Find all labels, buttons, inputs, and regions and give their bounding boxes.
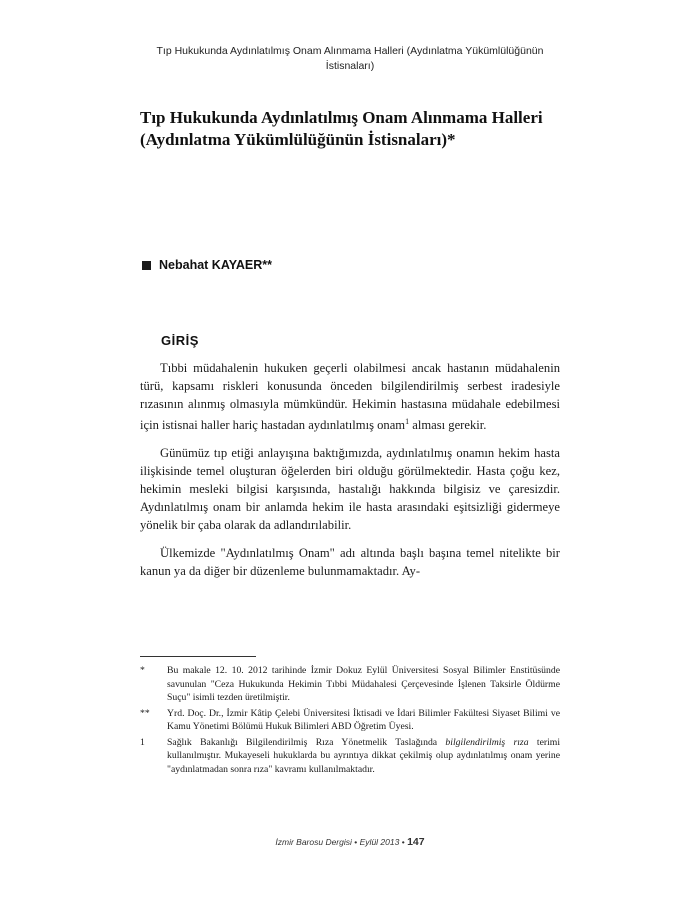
paragraph: Ülkemizde "Aydınlatılmış Onam" adı altında başlı başına temel nitelikte bir kanun ya da diğer bir düzenleme bulunmamaktadır. Ay-: [140, 546, 560, 579]
paragraph: Tıbbi müdahalenin hukuken geçerli olabilmesi ancak hastanın müdahalenin türü, kapsamı riskleri konusunda önceden bilgilendirilmiş serbest iradesiyle rızasının alınmış olmasıyla mümkündür. Hekimin hastasına müdahale edebilmesi için istisnai haller hariç hastadan aydınlatılmış onam$^1$ alması gerekir.: [140, 361, 560, 433]
footnote-mark: **: [140, 707, 150, 719]
author-name: Nebahat KAYAER**: [159, 258, 273, 272]
footer-separator: •: [401, 837, 405, 847]
page-footer: [0, 836, 700, 848]
footnote-text: Yrd. Doç. Dr., İzmir Kâtip Çelebi Üniversitesi İktisadi ve İdari Bilimler Fakültesi Siyaset Bilimi ve Kamu Yönetimi Bölümü Hukuk Bilimleri ABD Öğretim Üyesi.: [167, 707, 560, 732]
footnote-mark: 1: [140, 736, 145, 748]
author-line: [142, 258, 272, 272]
paragraph: Günümüz tıp etiği anlayışına baktığımızda, aydınlatılmış onamın hekim hasta ilişkisinde temel oluşturan öğelerden biri olduğu görülmektedir. Hasta çoğu kez, hekimin mesleki bilgisi karşısında, hastalığı hakkında bilgisiz ve çaresizdir. Aydınlatılmış onam bir anlamda hekim ile hasta arasındaki eşitsizliği gidermeye yönelik bir çaba olarak da adlandırılabilir.: [140, 446, 560, 533]
footnote: [140, 707, 560, 734]
section-heading: GİRİŞ: [161, 333, 199, 348]
footnote-text: Sağlık Bakanlığı Bilgilendirilmiş Rıza Yönetmelik Taslağında bilgilendirilmiş rıza terimi kullanılmıştır. Mukayeseli hukuklarda bu ayrıntıya dikkat çekilmiş olup aydınlatılmış onam yerine "aydınlatmadan sonra rıza" kavramı kullanılmaktadır.: [167, 736, 561, 775]
running-head: Tıp Hukukunda Aydınlatılmış Onam Alınmama Halleri (Aydınlatma Yükümlülüğünün İstisnaları): [156, 45, 544, 72]
footnote: [140, 664, 560, 705]
article-title: Tıp Hukukunda Aydınlatılmış Onam Alınmama Halleri (Aydınlatma Yükümlülüğünün İstisnaları)*: [140, 108, 543, 149]
footnote-ref: 1: [405, 417, 410, 426]
footnotes: [140, 664, 560, 778]
body-text: [140, 359, 560, 590]
footnote-divider: [140, 656, 256, 657]
journal-name: İzmir Barosu Dergisi: [275, 837, 352, 847]
issue-date: Eylül 2013: [359, 837, 400, 847]
footer-separator: •: [354, 837, 358, 847]
footnote: [140, 736, 560, 777]
page-number: 147: [407, 836, 425, 848]
footnote-mark: *: [140, 665, 145, 676]
square-bullet-icon: [142, 261, 151, 270]
footnote-text: Bu makale 12. 10. 2012 tarihinde İzmir Dokuz Eylül Üniversitesi Sosyal Bilimler Enstitüsünde savunulan "Ceza Hukukunda Hekimin Tıbbi Müdahalesi Çerçevesinde İşlenen Taksirle Öldürme Suçu" isimli tezden üretilmiştir.: [167, 665, 560, 703]
